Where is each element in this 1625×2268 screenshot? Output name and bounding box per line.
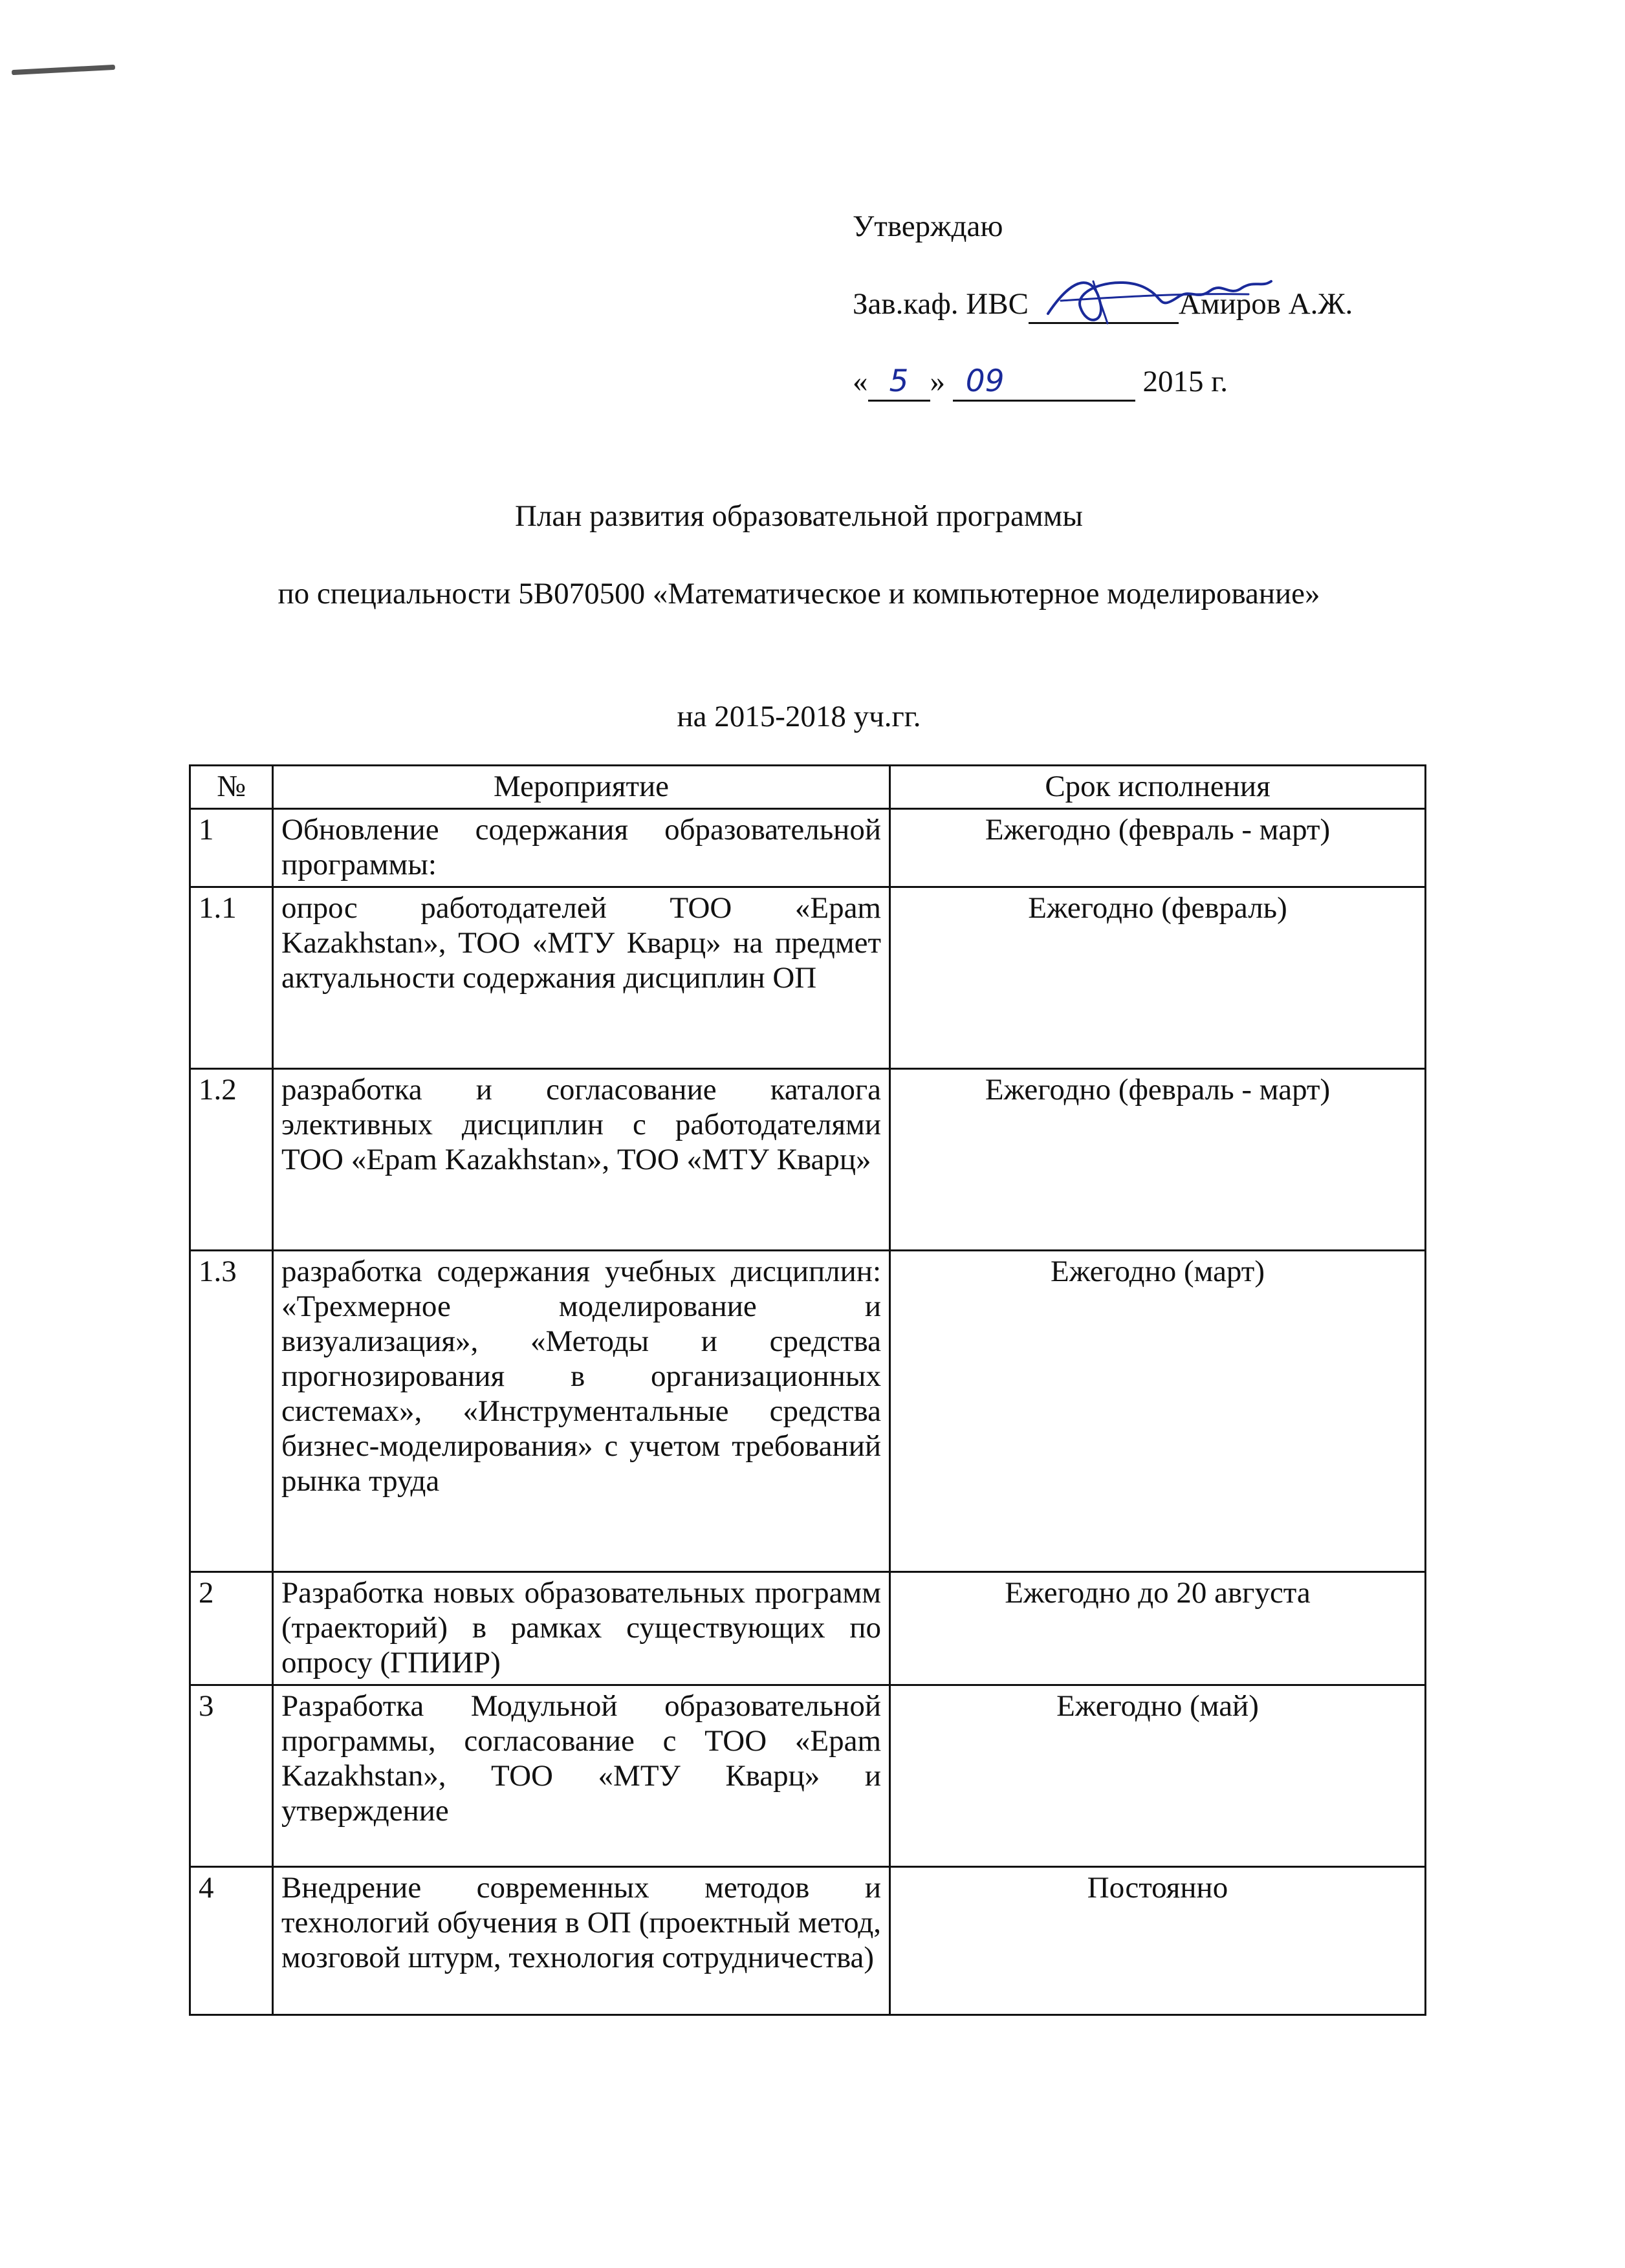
row-term: Ежегодно (март)	[890, 1251, 1426, 1572]
date-quote-open: «	[853, 365, 868, 398]
row-event: Разработка новых образовательных программ (траекторий) в рамках существующих по опросу (ГПИИР)	[273, 1572, 890, 1685]
table-row	[190, 1069, 1426, 1251]
row-event: опрос работодателей ТОО «Epam Kazakhstan», ТОО «МТУ Кварц» на предмет актуальности содержания дисциплин ОП	[273, 887, 890, 1069]
title-line-1: План развития образовательной программы	[515, 499, 1083, 533]
plan-table	[189, 764, 1426, 2016]
row-number: 1.3	[190, 1251, 273, 1572]
row-event: Обновление содержания образовательной программы:	[273, 809, 890, 887]
title-line-3: на 2015-2018 уч.гг.	[677, 700, 921, 733]
table-row	[190, 809, 1426, 887]
row-number: 1.2	[190, 1069, 273, 1251]
approval-name: Амиров А.Ж.	[1178, 287, 1353, 321]
row-number: 3	[190, 1685, 273, 1867]
row-number: 1	[190, 809, 273, 887]
table-row	[190, 1251, 1426, 1572]
row-term: Ежегодно (февраль - март)	[890, 1069, 1426, 1251]
table-row	[190, 1867, 1426, 2015]
date-year: 2015 г.	[1142, 365, 1228, 398]
row-event: разработка и согласование каталога элективных дисциплин с работодателями ТОО «Epam Kazakhstan», ТОО «МТУ Кварц»	[273, 1069, 890, 1251]
row-term: Ежегодно (май)	[890, 1685, 1426, 1867]
table-row	[190, 1572, 1426, 1685]
header-term: Срок исполнения	[890, 766, 1426, 809]
date-month-field	[953, 363, 1135, 402]
scan-artifact-mark	[12, 65, 115, 75]
row-number: 2	[190, 1572, 273, 1685]
row-number: 1.1	[190, 887, 273, 1069]
approval-position: Зав.каф. ИВС	[853, 287, 1029, 321]
approval-heading: Утверждаю	[853, 210, 1003, 243]
table-row	[190, 1685, 1426, 1867]
table-row	[190, 887, 1426, 1069]
header-number: №	[190, 766, 273, 809]
approval-date	[853, 363, 1228, 402]
row-number: 4	[190, 1867, 273, 2015]
row-event: Разработка Модульной образовательной программы, согласование с ТОО «Epam Kazakhstan», ТОО «МТУ Кварц» и утверждение	[273, 1685, 890, 1867]
row-term: Ежегодно (февраль - март)	[890, 809, 1426, 887]
row-term: Ежегодно (февраль)	[890, 887, 1426, 1069]
header-event: Мероприятие	[273, 766, 890, 809]
row-event: разработка содержания учебных дисциплин: «Трехмерное моделирование и визуализация», «Методы и средства прогнозирования в организационных системах», «Инструментальные средства бизнес-моделирования» с учетом требований рынка труда	[273, 1251, 890, 1572]
table-header-row	[190, 766, 1426, 809]
row-term: Ежегодно до 20 августа	[890, 1572, 1426, 1685]
signature-icon	[1035, 262, 1281, 333]
date-quote-close: »	[930, 365, 945, 398]
date-day-value: 5	[889, 363, 909, 399]
row-event: Внедрение современных методов и технологий обучения в ОП (проектный метод, мозговой штурм, технология сотрудничества)	[273, 1867, 890, 2015]
date-day-field	[868, 363, 930, 402]
date-month-value: 09	[965, 363, 1005, 399]
title-line-2: по специальности 5В070500 «Математическое и компьютерное моделирование»	[278, 577, 1320, 610]
row-term: Постоянно	[890, 1867, 1426, 2015]
